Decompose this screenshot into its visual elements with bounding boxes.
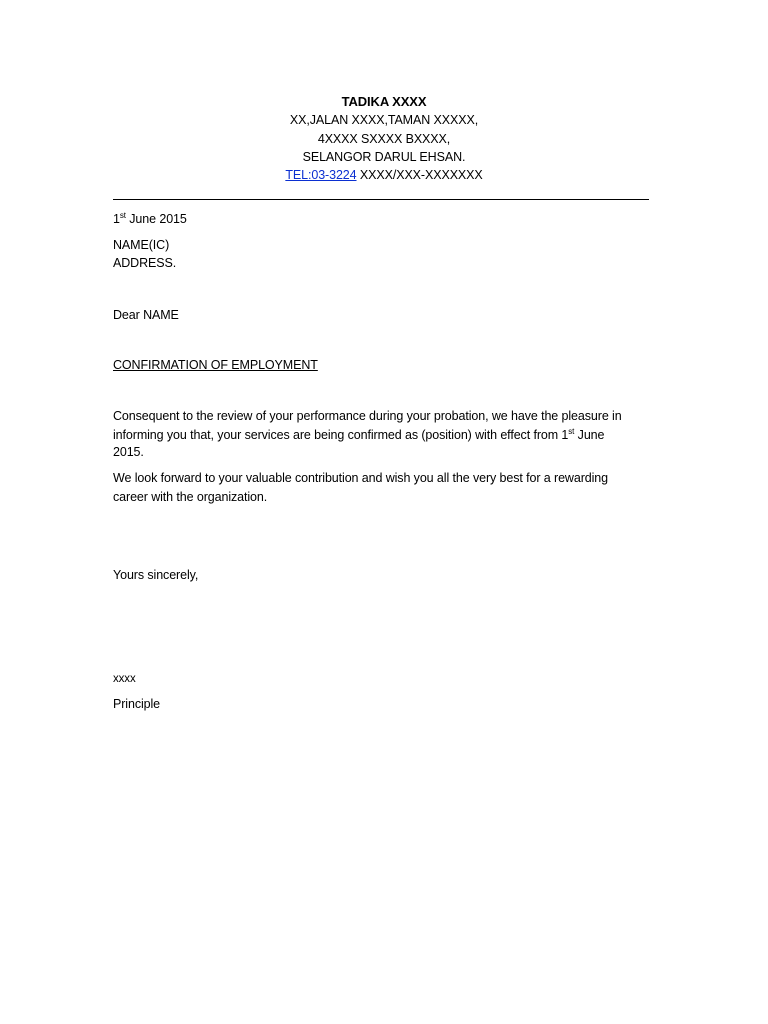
address-line-3: SELANGOR DARUL EHSAN. (302, 150, 466, 164)
signatory-title: Principle (113, 697, 161, 711)
paragraph-1-line-2 (113, 427, 604, 443)
telephone-line (0, 167, 768, 183)
telephone-link[interactable]: TEL:03-3224 (285, 168, 357, 182)
telephone-number-rest: XXXX/XXX-XXXXXXX (356, 168, 483, 182)
address-line-2: 4XXXX SXXXX BXXXX, (317, 132, 451, 146)
paragraph-1-ordinal: st (568, 426, 575, 436)
letter-date (113, 211, 187, 227)
paragraph-1-line-2-month: June (574, 428, 605, 442)
address-line-1: XX,JALAN XXXX,TAMAN XXXXX, (289, 113, 479, 127)
date-month-year: June 2015 (125, 212, 187, 226)
signatory-name: xxxx (113, 673, 136, 685)
school-name: TADIKA XXXX (341, 94, 427, 109)
paragraph-1-line-1: Consequent to the review of your performance during your probation, we have the pleasure in (113, 409, 622, 423)
paragraph-2-line-2: career with the organization. (113, 490, 268, 504)
paragraph-1-line-3: 2015. (113, 445, 144, 459)
header-divider (113, 199, 649, 200)
date-day: 1 (113, 212, 120, 226)
closing: Yours sincerely, (113, 568, 199, 582)
salutation: Dear NAME (113, 308, 179, 322)
letter-subject: CONFIRMATION OF EMPLOYMENT (113, 358, 318, 372)
paragraph-1-line-2-text: informing you that, your services are being confirmed as (position) with effect from 1 (113, 428, 569, 442)
date-ordinal: st (119, 210, 126, 220)
recipient-address: ADDRESS. (113, 256, 177, 270)
paragraph-2-line-1: We look forward to your valuable contribution and wish you all the very best for a rewarding (113, 471, 609, 485)
recipient-name: NAME(IC) (113, 238, 170, 252)
